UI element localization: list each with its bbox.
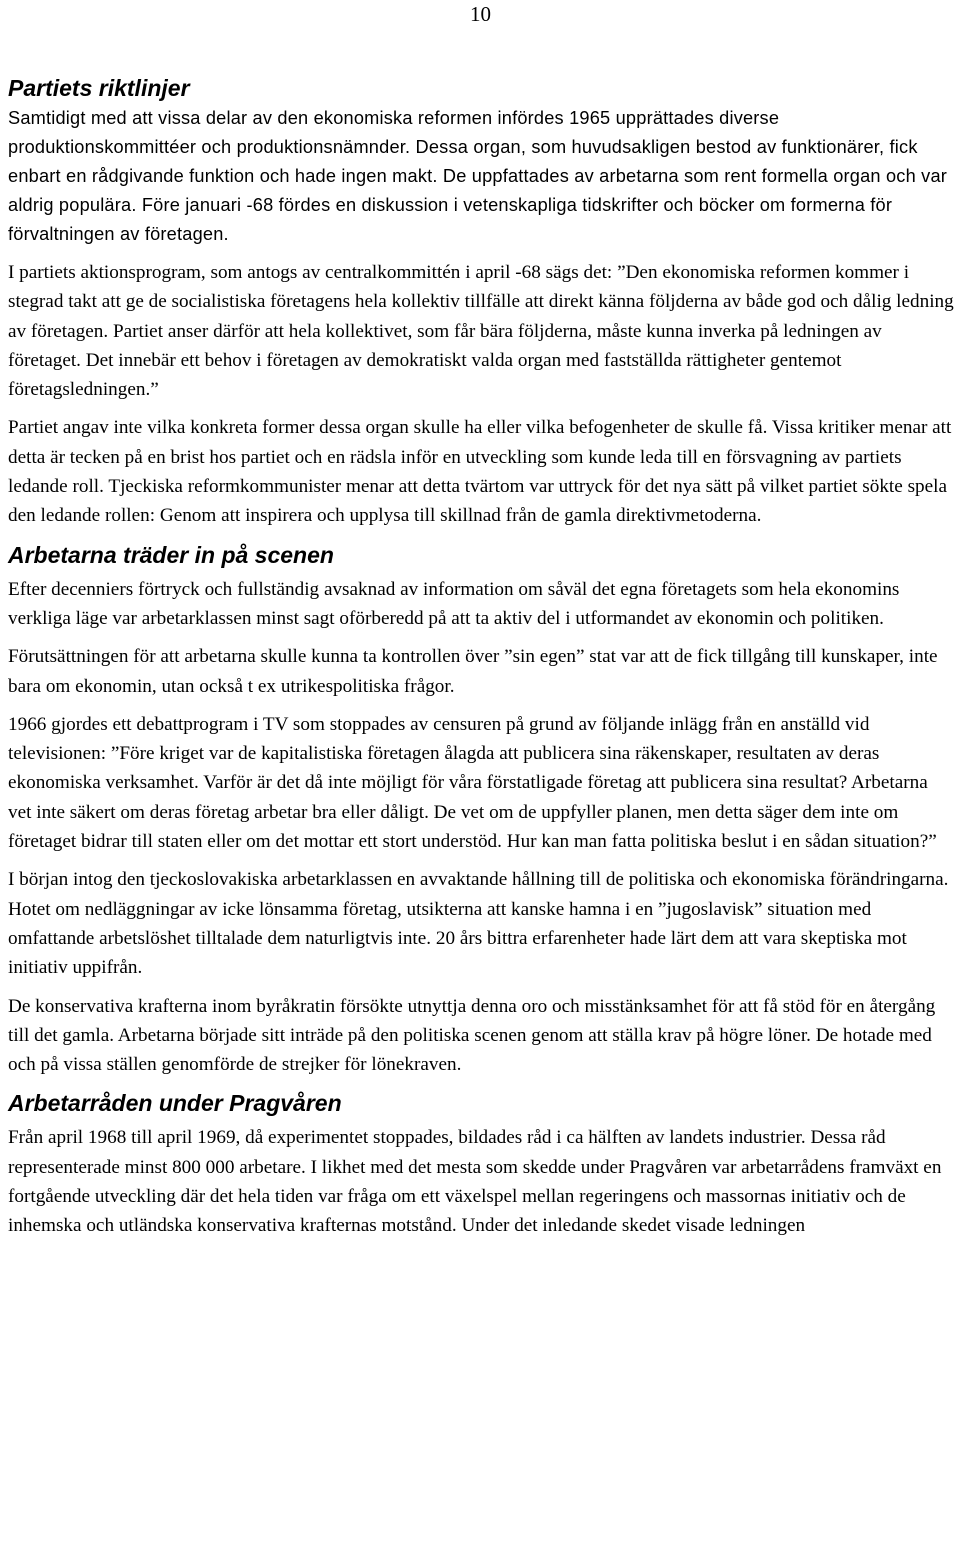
document-body: [8, 74, 954, 1241]
paragraph-partiet-angav: Partiet angav inte vilka konkreta former dessa organ skulle ha eller vilka befogenheter de skulle få. Vissa kritiker menar att detta är tecken på en brist hos partiet och en rädsla inför en utveckling som kunde leda till en försvagning av partiets ledande roll. Tjeckiska reformkommunister menar att detta tvärtom var uttryck för det nya sätt på vilket partiet sökte spela den ledande rollen: Genom att inspirera och upplysa till skillnad från de gamla direktivmetoderna.: [8, 417, 952, 527]
paragraph-aktionsprogram: I partiets aktionsprogram, som antogs av centralkommittén i april -68 sägs det: ”Den ekonomiska reformen kommer i stegrad takt att ge de socialistiska företagens hela kollektiv tillfälle att direkt känna följderna av både god och dålig ledning av företagen. Partiet anser därför att hela kollektivet, som får bära följderna, måste kunna inverka på ledningen av företaget. Det innebär ett behov i företagen av demokratiskt valda organ med fastställda rättigheter gentemot företagsledningen.”: [8, 262, 954, 401]
section-heading-arbetarraden: Arbetarråden under Pragvåren: [8, 1090, 342, 1117]
paragraph-forutsattningen: Förutsättningen för att arbetarna skulle kunna ta kontrollen över ”sin egen” stat var att de fick tillgång till kunskaper, inte bara om ekonomin, utan också t ex utrikespolitiska frågor.: [8, 646, 938, 697]
page-number: 10: [470, 2, 491, 26]
paragraph-i-borjan: I början intog den tjeckoslovakiska arbetarklassen en avvaktande hållning till de politiska och ekonomiska förändringarna. Hotet om nedläggningar av icke lönsamma företag, utsikterna att kanske hamna i en ”jugoslavisk” situation med omfattande arbetslöshet tilltalade dem naturligtvis inte. 20 års bittra erfarenheter hade lärt dem att vara skeptiska mot initiativ uppifrån.: [8, 869, 949, 979]
paragraph-intro: Samtidigt med att vissa delar av den ekonomiska reformen infördes 1965 upprättades diverse produktionskommittéer och produktionsnämnder. Dessa organ, som huvudsakligen bestod av funktionärer, fick enbart en rådgivande funktion och hade ingen makt. De uppfattades av arbetarna som rent formella organ och var aldrig populära. Före januari -68 fördes en diskussion i vetenskapliga tidskrifter och böcker om formerna för förvaltningen av företagen.: [8, 108, 948, 244]
paragraph-fran-april: Från april 1968 till april 1969, då experimentet stoppades, bildades råd i ca hälften av landets industrier. Dessa råd representerade minst 800 000 arbetare. I likhet med det mesta som skedde under Pragvåren var arbetarrådens framväxt en fortgående utveckling där det hela tiden var fråga om ett växelspel mellan regeringens och massornas initiativ och de inhemska och utländska konservativa krafternas motstånd. Under det inledande skedet visade ledningen: [8, 1127, 942, 1237]
section-heading-partiets-riktlinjer: Partiets riktlinjer: [8, 75, 190, 101]
section-heading-arbetarna-trader-in: Arbetarna träder in på scenen: [8, 541, 334, 568]
paragraph-debattprogram: 1966 gjordes ett debattprogram i TV som stoppades av censuren på grund av följande inlägg från en anställd vid televisionen: ”Före kriget var de kapitalistiska företagen ålagda att publicera sina räkenskaper, resultaten av deras ekonomiska verksamhet. Varför är det då inte möjligt för våra förstatligade företag att publicera sina resultat? Arbetarna vet inte säkert om deras företag arbetar bra eller dåligt. De vet om de uppfyller planen, men detta säger dem inte om företaget bidrar till staten eller om det mottar ett stort understöd. Hur kan man fatta politiska beslut i en sådan situation?”: [8, 713, 937, 853]
paragraph-efter-decenniers: Efter decenniers förtryck och fullständig avsaknad av information om såväl det egna företagets som hela ekonomins verkliga läge var arbetarklassen minst sagt oförberedd på att ta aktiv del i utformandet av ekonomin och politiken.: [8, 578, 900, 629]
paragraph-konservativa-krafterna: De konservativa krafterna inom byråkratin försökte utnyttja denna oro och misstänksamhet för att få stöd för en återgång till det gamla. Arbetarna började sitt inträde på den politiska scenen genom att ställa krav på högre löner. De hotade med och på vissa ställen genomförde de strejker för lönekraven.: [8, 995, 936, 1076]
